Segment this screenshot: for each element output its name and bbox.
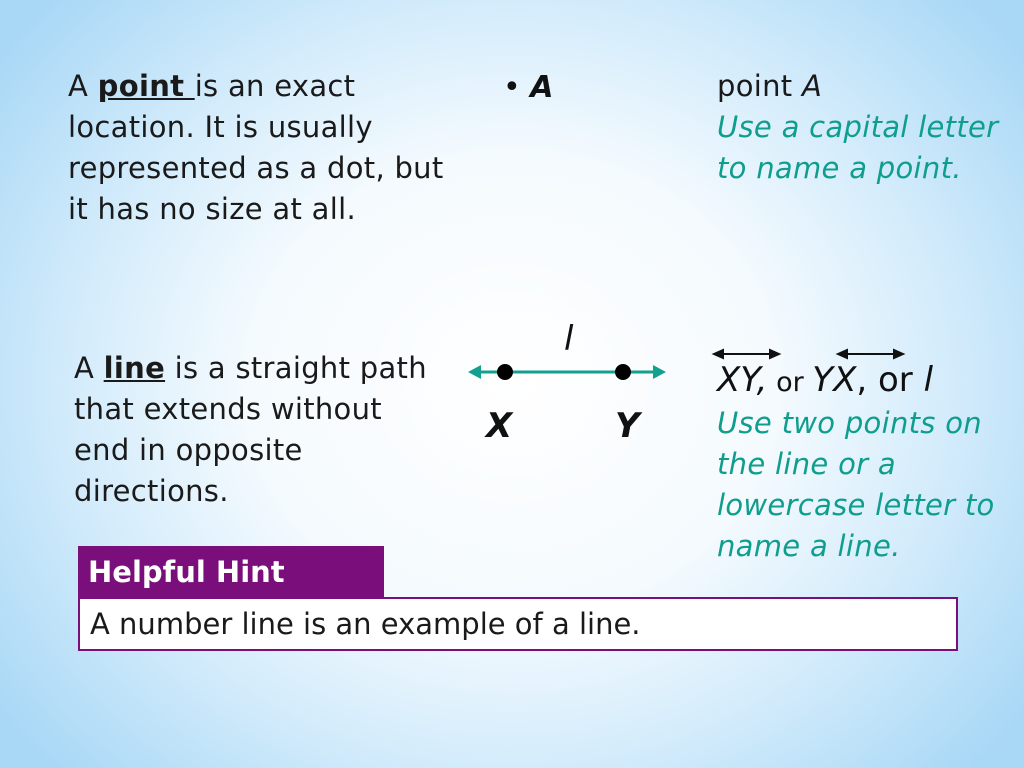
line-name-xy: XY,: [717, 360, 768, 400]
point-y-label: Y: [615, 406, 640, 446]
helpful-hint-header: Helpful Hint: [78, 546, 384, 598]
point-naming-hint: Use a capital letter to name a point.: [717, 110, 999, 185]
point-word: point: [717, 69, 802, 103]
point-letter: A: [801, 69, 823, 103]
point-name-line: [717, 66, 1017, 107]
point-x-label: X: [486, 406, 513, 446]
line-left-arrow-icon: [468, 365, 481, 379]
line-naming-hint: Use two points on the line or a lowercase letter to name a line.: [717, 406, 995, 563]
point-dot-icon: •: [503, 70, 521, 105]
point-a-symbol: [503, 68, 553, 108]
point-def-text: is an exact location. It is usually represented as a dot, but it has no size at all.: [68, 69, 444, 226]
point-a-label: A: [530, 70, 554, 105]
yx-overline-arrow-icon: [838, 350, 903, 358]
helpful-hint-text: A number line is an example of a line.: [78, 597, 958, 651]
line-def-text: is a straight path that extends without end in opposite directions.: [74, 351, 427, 508]
point-x-dot: [497, 364, 513, 380]
point-definition: [68, 66, 468, 230]
point-def-prefix: A: [68, 69, 98, 103]
line-name-sep1: or: [767, 367, 813, 398]
line-name-yx: YX: [812, 360, 857, 400]
point-naming: [717, 66, 1017, 189]
line-definition: [74, 348, 434, 512]
line-notation: [717, 358, 933, 405]
line-right-arrow-icon: [653, 365, 666, 379]
line-l-label: l: [564, 319, 574, 359]
xy-overline-arrow-icon: [714, 350, 779, 358]
point-term: point: [97, 69, 195, 103]
line-name-sep2: , or: [856, 360, 924, 400]
line-term: line: [103, 351, 166, 385]
point-y-dot: [615, 364, 631, 380]
line-def-prefix: A: [74, 351, 104, 385]
line-name-l: l: [923, 360, 934, 400]
